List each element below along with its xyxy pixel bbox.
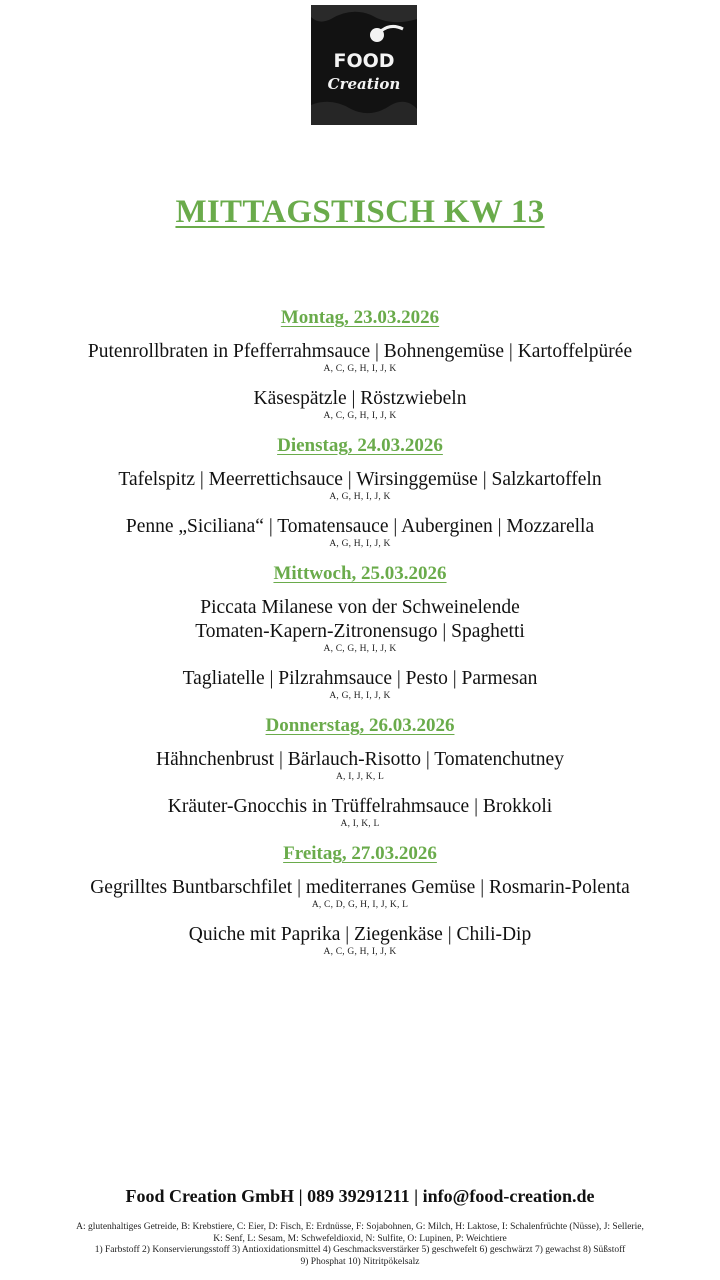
day-section <box>0 562 720 702</box>
day-heading: Montag, 23.03.2026 <box>280 307 440 328</box>
footer-company-contact: Food Creation GmbH | 089 39291211 | info@food-creation.de <box>125 1186 595 1206</box>
dish-item <box>0 748 720 783</box>
dish-name: Tafelspitz | Meerrettichsauce | Wirsinggemüse | Salzkartoffeln <box>118 469 602 490</box>
food-creation-logo <box>311 5 417 125</box>
dish-allergens: A, G, H, I, J, K <box>329 492 391 502</box>
dish-item <box>0 876 720 911</box>
dish-name: Putenrollbraten in Pfefferrahmsauce | Bohnengemüse | Kartoffelpürée <box>87 341 633 362</box>
dish-item <box>0 515 720 550</box>
legend-line: K: Senf, L: Sesam, M: Schwefeldioxid, N: Sulfite, O: Lupinen, P: Weichtiere <box>213 1233 507 1244</box>
dish-name: Tagliatelle | Pilzrahmsauce | Pesto | Parmesan <box>182 668 538 689</box>
dish-allergens: A, I, K, L <box>340 819 380 829</box>
day-section <box>0 306 720 422</box>
allergen-legend <box>10 1222 710 1268</box>
legend-line: A: glutenhaltiges Getreide, B: Krebstiere, C: Eier, D: Fisch, E: Erdnüsse, F: Sojabohnen, G: Milch, H: Laktose, I: Schalenfrüchte (Nüsse), J: Sellerie, <box>76 1222 644 1232</box>
day-section <box>0 842 720 958</box>
logo-text-food: FOOD <box>333 50 395 72</box>
page-title: MITTAGSTISCH KW 13 <box>175 194 545 230</box>
dish-item <box>0 795 720 830</box>
dish-item <box>0 468 720 503</box>
dish-allergens: A, G, H, I, J, K <box>329 539 391 549</box>
dish-name: Piccata Milanese von der Schweinelende <box>200 597 520 618</box>
dish-name: Gegrilltes Buntbarschfilet | mediterranes Gemüse | Rosmarin-Polenta <box>90 877 630 898</box>
dish-item <box>0 387 720 422</box>
day-heading: Freitag, 27.03.2026 <box>283 843 437 864</box>
weekly-menu <box>0 306 720 970</box>
day-section <box>0 714 720 830</box>
dish-allergens: A, C, G, H, I, J, K <box>323 947 397 957</box>
logo-text-creation: Creation <box>327 75 401 93</box>
dish-name: Quiche mit Paprika | Ziegenkäse | Chili-Dip <box>188 924 532 945</box>
dish-name: Kräuter-Gnocchis in Trüffelrahmsauce | Brokkoli <box>167 796 553 817</box>
dish-item <box>0 596 720 655</box>
dish-item <box>0 923 720 958</box>
day-heading: Dienstag, 24.03.2026 <box>277 435 443 456</box>
day-heading: Donnerstag, 26.03.2026 <box>265 715 455 736</box>
legend-line: 1) Farbstoff 2) Konservierungsstoff 3) Antioxidationsmittel 4) Geschmacksverstärker 5) geschwefelt 6) geschwärzt 7) gewachst 8) Süßstoff <box>94 1245 626 1255</box>
dish-allergens: A, C, D, G, H, I, J, K, L <box>311 900 409 910</box>
dish-allergens: A, C, G, H, I, J, K <box>323 364 397 374</box>
dish-name: Käsespätzle | Röstzwiebeln <box>253 388 467 409</box>
dish-allergens: A, G, H, I, J, K <box>329 691 391 701</box>
day-section <box>0 434 720 550</box>
legend-line: 9) Phosphat 10) Nitritpökelsalz <box>300 1256 420 1267</box>
day-heading: Mittwoch, 25.03.2026 <box>273 563 447 584</box>
dish-item <box>0 667 720 702</box>
dish-name: Penne „Siciliana“ | Tomatensauce | Auberginen | Mozzarella <box>125 516 595 537</box>
dish-name: Tomaten-Kapern-Zitronensugo | Spaghetti <box>195 621 525 642</box>
dish-allergens: A, C, G, H, I, J, K <box>323 411 397 421</box>
dish-name: Hähnchenbrust | Bärlauch-Risotto | Tomatenchutney <box>156 749 564 770</box>
dish-allergens: A, C, G, H, I, J, K <box>323 644 397 654</box>
dish-item <box>0 340 720 375</box>
dish-allergens: A, I, J, K, L <box>336 772 384 782</box>
